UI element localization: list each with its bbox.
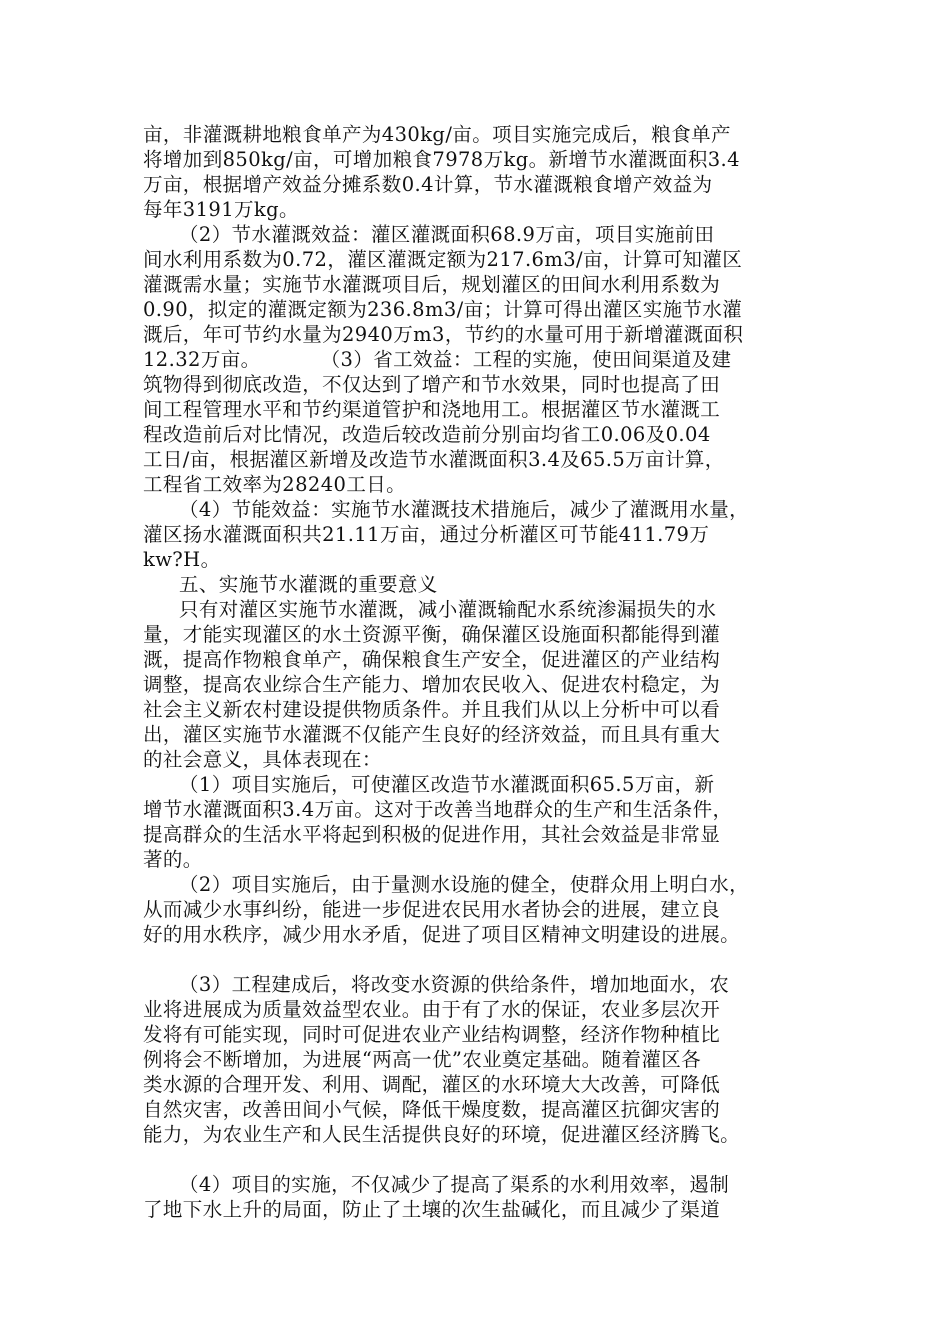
paragraph-start-line: （2）项目实施后，由于量测水设施的健全，使群众用上明白水， xyxy=(179,873,750,896)
text-line: 工程省工效率为28240工日。 xyxy=(143,473,407,496)
text-line: 类水源的合理开发、利用、调配，灌区的水环境大大改善，可降低 xyxy=(143,1073,721,1096)
text-line: 溉，提高作物粮食单产，确保粮食生产安全，促进灌区的产业结构 xyxy=(143,648,721,671)
text-line: 溉后，年可节约水量为2940万m3，节约的水量可用于新增灌溉面积 xyxy=(143,323,744,346)
text-line: 好的用水秩序，减少用水矛盾，促进了项目区精神文明建设的进展。 xyxy=(143,923,741,946)
text-line: 间水利用系数为0.72，灌区灌溉定额为217.6m3/亩，计算可知灌区 xyxy=(143,248,743,271)
text-line: 调整，提高农业综合生产能力、增加农民收入、促进农村稳定，为 xyxy=(143,673,721,696)
paragraph-gap xyxy=(143,1147,808,1172)
text-line: kw?H。 xyxy=(143,548,221,571)
text-line: 筑物得到彻底改造，不仅达到了增产和节水效果，同时也提高了田 xyxy=(143,373,721,396)
text-line: 业将进展成为质量效益型农业。由于有了水的保证，农业多层次开 xyxy=(143,998,721,1021)
text-line: 12.32万亩。 （3）省工效益：工程的实施，使田间渠道及建 xyxy=(143,348,732,371)
text-line: 灌溉需水量；实施节水灌溉项目后，规划灌区的田间水利用系数为 xyxy=(143,273,721,296)
text-line: 从而减少水事纠纷，能进一步促进农民用水者协会的进展，建立良 xyxy=(143,898,721,921)
text-line: 间工程管理水平和节约渠道管护和浇地用工。根据灌区节水灌溉工 xyxy=(143,398,721,421)
text-line: 能力，为农业生产和人民生活提供良好的环境，促进灌区经济腾飞。 xyxy=(143,1123,741,1146)
paragraph-start-line: （2）节水灌溉效益：灌区灌溉面积68.9万亩，项目实施前田 xyxy=(179,223,715,246)
text-line: 灌区扬水灌溉面积共21.11万亩，通过分析灌区可节能411.79万 xyxy=(143,523,710,546)
text-line: 例将会不断增加，为进展“两高一优”农业奠定基础。随着灌区各 xyxy=(143,1048,702,1071)
text-line: 著的。 xyxy=(143,848,203,871)
text-line: 出，灌区实施节水灌溉不仅能产生良好的经济效益，而且具有重大 xyxy=(143,723,721,746)
paragraph-gap xyxy=(143,947,808,972)
text-line: 了地下水上升的局面，防止了土壤的次生盐碱化，而且减少了渠道 xyxy=(143,1198,721,1221)
paragraph-start-line: （3）工程建成后，将改变水资源的供给条件，增加地面水，农 xyxy=(179,973,730,996)
text-line: 0.90，拟定的灌溉定额为236.8m3/亩；计算可得出灌区实施节水灌 xyxy=(143,298,743,321)
text-line: 量，才能实现灌区的水土资源平衡，确保灌区设施面积都能得到灌 xyxy=(143,623,721,646)
paragraph-start-line: （4）项目的实施，不仅减少了提高了渠系的水利用效率，遏制 xyxy=(179,1173,730,1196)
text-line: 增节水灌溉面积3.4万亩。这对于改善当地群众的生产和生活条件， xyxy=(143,798,733,821)
text-line: 的社会意义，具体表现在： xyxy=(143,748,382,771)
text-line: 社会主义新农村建设提供物质条件。并且我们从以上分析中可以看 xyxy=(143,698,721,721)
text-line: 每年3191万kg。 xyxy=(143,198,299,221)
text-line: 万亩，根据增产效益分摊系数0.4计算，节水灌溉粮食增产效益为 xyxy=(143,173,713,196)
text-line: 发将有可能实现，同时可促进农业产业结构调整，经济作物种植比 xyxy=(143,1023,721,1046)
section-heading: 五、实施节水灌溉的重要意义 xyxy=(179,573,438,596)
text-line: 自然灾害，改善田间小气候，降低干燥度数，提高灌区抗御灾害的 xyxy=(143,1098,721,1121)
text-line: 提高群众的生活水平将起到积极的促进作用，其社会效益是非常显 xyxy=(143,823,721,846)
text-line: 工日/亩，根据灌区新增及改造节水灌溉面积3.4及65.5万亩计算， xyxy=(143,448,725,471)
paragraph-start-line: （1）项目实施后，可使灌区改造节水灌溉面积65.5万亩，新 xyxy=(179,773,715,796)
text-line: 将增加到850kg/亩，可增加粮食7978万kg。新增节水灌溉面积3.4 xyxy=(143,148,740,171)
text-line: 程改造前后对比情况，改造后较改造前分别亩均省工0.06及0.04 xyxy=(143,423,711,446)
text-line: 亩，非灌溉耕地粮食单产为430kg/亩。项目实施完成后，粮食单产 xyxy=(143,123,731,146)
document-body xyxy=(143,122,808,1222)
paragraph-start-line: 只有对灌区实施节水灌溉，减小灌溉输配水系统渗漏损失的水 xyxy=(179,598,717,621)
paragraph-start-line: （4）节能效益：实施节水灌溉技术措施后，减少了灌溉用水量， xyxy=(179,498,750,521)
